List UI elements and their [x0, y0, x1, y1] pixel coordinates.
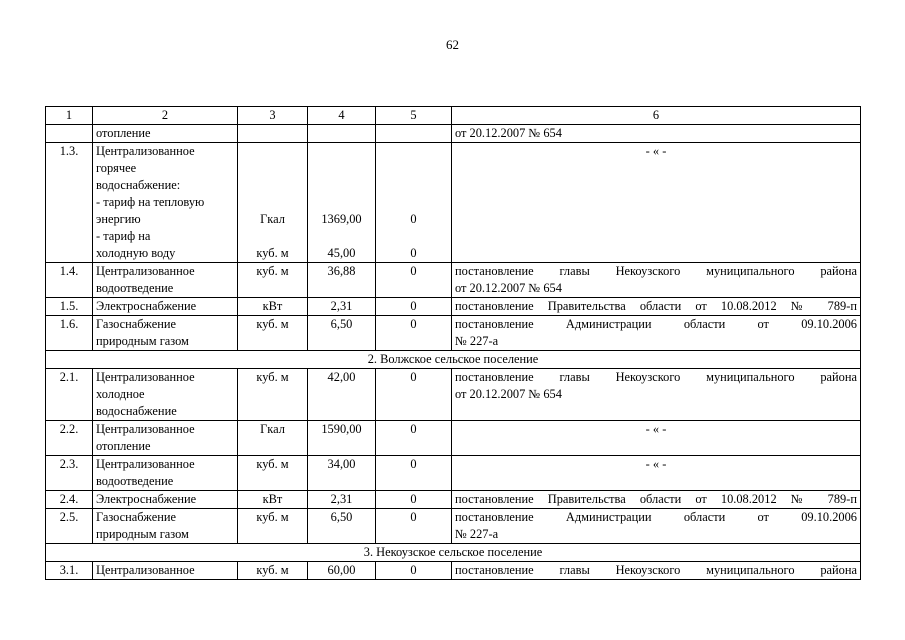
tariff-value-line: [311, 160, 372, 177]
tariff-value-line: 45,00: [327, 246, 356, 260]
tariff-value: [308, 491, 376, 509]
table-row: [46, 143, 861, 263]
legal-basis-line: № 227-а: [455, 527, 499, 541]
legal-basis: [452, 143, 861, 263]
header-cell-2: 2: [93, 107, 238, 125]
tariff-value: [308, 143, 376, 263]
rate-value: [376, 125, 452, 143]
table-row: [46, 125, 861, 143]
tariff-value-line: [311, 228, 372, 245]
service-name-line: водоснабжение: [96, 404, 177, 418]
row-number: 2.1.: [46, 369, 93, 421]
rate-value-line: [379, 143, 448, 160]
table-body: [46, 107, 861, 580]
unit-cell: [238, 316, 308, 351]
legal-basis: [452, 421, 861, 456]
rate-value-line: 0: [410, 457, 417, 471]
table-row: [46, 456, 861, 491]
unit-cell-line: кВт: [262, 492, 283, 506]
service-name-line: - тариф на: [96, 229, 151, 243]
legal-basis: [452, 562, 861, 580]
header-cell-3: 3: [238, 107, 308, 125]
service-name: [93, 421, 238, 456]
tariff-value: [308, 316, 376, 351]
unit-cell: [238, 298, 308, 316]
row-number: 2.4.: [46, 491, 93, 509]
legal-basis-line: постановление главы Некоузского муниципального района: [455, 370, 857, 384]
tariff-value: [308, 456, 376, 491]
rate-value-line: 0: [410, 563, 417, 577]
unit-cell-line: [241, 194, 304, 211]
header-cell-4: 4: [308, 107, 376, 125]
table-row: [46, 298, 861, 316]
rate-value-line: [379, 228, 448, 245]
unit-cell-line: [241, 160, 304, 177]
tariff-value-line: 6,50: [330, 317, 353, 331]
unit-cell-line: [241, 143, 304, 160]
tariff-value: [308, 369, 376, 421]
tariff-value: [308, 125, 376, 143]
rate-value-line: 0: [410, 264, 417, 278]
rate-value: [376, 316, 452, 351]
row-number: 2.5.: [46, 509, 93, 544]
legal-basis: [452, 491, 861, 509]
rate-value-line: [379, 160, 448, 177]
table-row: [46, 421, 861, 456]
service-name: [93, 509, 238, 544]
unit-cell: [238, 421, 308, 456]
tariff-value-line: 1369,00: [321, 212, 362, 226]
service-name-line: водоотведение: [96, 281, 174, 295]
service-name: [93, 298, 238, 316]
rate-value: [376, 491, 452, 509]
rate-value-line: 0: [410, 370, 417, 384]
table-row: [46, 562, 861, 580]
legal-basis-line: от 20.12.2007 № 654: [455, 126, 562, 140]
unit-cell-line: куб. м: [256, 264, 289, 278]
table-row: [46, 509, 861, 544]
legal-basis-line: - « -: [645, 457, 667, 471]
service-name-line: Централизованное: [96, 422, 195, 436]
legal-basis: [452, 509, 861, 544]
table-row: [46, 316, 861, 351]
section-title: 2. Волжское сельское поселение: [46, 351, 861, 369]
service-name-line: водоотведение: [96, 474, 174, 488]
rate-value: [376, 562, 452, 580]
service-name-line: Централизованное: [96, 457, 195, 471]
section-header-row: [46, 544, 861, 562]
legal-basis: [452, 369, 861, 421]
tariff-value: [308, 562, 376, 580]
unit-cell: [238, 491, 308, 509]
header-cell-6: 6: [452, 107, 861, 125]
rate-value-line: [379, 194, 448, 211]
tariff-value: [308, 263, 376, 298]
service-name: [93, 263, 238, 298]
legal-basis: [452, 456, 861, 491]
header-cell-5: 5: [376, 107, 452, 125]
service-name: [93, 562, 238, 580]
row-number: 3.1.: [46, 562, 93, 580]
unit-cell-line: куб. м: [256, 370, 289, 384]
rate-value-line: 0: [410, 317, 417, 331]
rate-value: [376, 456, 452, 491]
tariff-value-line: 42,00: [327, 370, 356, 384]
table-row: [46, 369, 861, 421]
rate-value-line: 0: [410, 510, 417, 524]
service-name-line: отопление: [96, 126, 151, 140]
legal-basis-line: - « -: [645, 144, 667, 158]
legal-basis-line: постановление главы Некоузского муниципального района: [455, 264, 857, 278]
unit-cell-line: куб. м: [256, 510, 289, 524]
rate-value-line: [379, 177, 448, 194]
rate-value-line: 0: [410, 492, 417, 506]
legal-basis-line: - « -: [645, 422, 667, 436]
service-name-line: природным газом: [96, 334, 189, 348]
tariff-value-line: 2,31: [330, 299, 353, 313]
service-name-line: Электроснабжение: [96, 492, 197, 506]
unit-cell-line: куб. м: [256, 563, 289, 577]
service-name-line: горячее: [96, 161, 137, 175]
tariff-value: [308, 509, 376, 544]
unit-cell-line: Гкал: [260, 422, 285, 436]
unit-cell: [238, 562, 308, 580]
service-name-line: - тариф на тепловую: [96, 195, 205, 209]
row-number: [46, 125, 93, 143]
service-name-line: Централизованное: [96, 264, 195, 278]
tariff-value: [308, 298, 376, 316]
rate-value: [376, 421, 452, 456]
rate-value-line: 0: [410, 246, 417, 260]
service-name: [93, 125, 238, 143]
service-name-line: природным газом: [96, 527, 189, 541]
rate-value: [376, 509, 452, 544]
legal-basis-line: постановление Правительства области от 10.08.2012 № 789-п: [455, 492, 857, 506]
unit-cell-line: куб. м: [256, 317, 289, 331]
table-row: [46, 491, 861, 509]
service-name-line: холодное: [96, 387, 145, 401]
service-name-line: холодную воду: [96, 246, 176, 260]
unit-cell-line: [241, 228, 304, 245]
tariff-value-line: [311, 194, 372, 211]
service-name-line: отопление: [96, 439, 151, 453]
service-name: [93, 456, 238, 491]
service-name-line: Газоснабжение: [96, 510, 176, 524]
table-header-row: [46, 107, 861, 125]
service-name-line: энергию: [96, 212, 141, 226]
tariff-value: [308, 421, 376, 456]
unit-cell-line: [241, 177, 304, 194]
tariff-value-line: 34,00: [327, 457, 356, 471]
tariff-value-line: [311, 177, 372, 194]
service-name: [93, 491, 238, 509]
row-number: 1.5.: [46, 298, 93, 316]
legal-basis: [452, 125, 861, 143]
rate-value: [376, 143, 452, 263]
unit-cell-line: куб. м: [256, 457, 289, 471]
legal-basis-line: постановление Администрации области от 09.10.2006: [455, 510, 857, 524]
row-number: 1.3.: [46, 143, 93, 263]
rate-value: [376, 369, 452, 421]
row-number: 1.6.: [46, 316, 93, 351]
rate-value-line: 0: [410, 299, 417, 313]
page-number: 62: [446, 37, 459, 52]
section-header-row: [46, 351, 861, 369]
service-name-line: водоснабжение:: [96, 178, 181, 192]
rate-value: [376, 263, 452, 298]
unit-cell: [238, 125, 308, 143]
table-row: [46, 263, 861, 298]
service-name: [93, 143, 238, 263]
legal-basis-line: постановление Администрации области от 09.10.2006: [455, 317, 857, 331]
rate-value-line: 0: [410, 422, 417, 436]
legal-basis: [452, 316, 861, 351]
rate-value: [376, 298, 452, 316]
legal-basis-line: постановление главы Некоузского муниципального района: [455, 563, 857, 577]
rate-value-line: 0: [410, 212, 417, 226]
unit-cell-line: [241, 125, 304, 142]
row-number: 2.3.: [46, 456, 93, 491]
tariff-table: [45, 106, 861, 580]
unit-cell: [238, 456, 308, 491]
service-name-line: Газоснабжение: [96, 317, 176, 331]
tariff-value-line: 60,00: [327, 563, 356, 577]
unit-cell: [238, 263, 308, 298]
row-number: 2.2.: [46, 421, 93, 456]
legal-basis: [452, 298, 861, 316]
tariff-value-line: [311, 125, 372, 142]
tariff-value-line: 6,50: [330, 510, 353, 524]
service-name-line: Централизованное: [96, 144, 195, 158]
service-name: [93, 369, 238, 421]
rate-value-line: [379, 125, 448, 142]
legal-basis-line: постановление Правительства области от 10.08.2012 № 789-п: [455, 299, 857, 313]
legal-basis: [452, 263, 861, 298]
unit-cell: [238, 143, 308, 263]
legal-basis-line: от 20.12.2007 № 654: [455, 281, 562, 295]
unit-cell-line: Гкал: [260, 212, 285, 226]
tariff-value-line: 1590,00: [321, 422, 362, 436]
tariff-value-line: 2,31: [330, 492, 353, 506]
service-name-line: Электроснабжение: [96, 299, 197, 313]
tariff-value-line: 36,88: [327, 264, 356, 278]
unit-cell-line: кВт: [262, 299, 283, 313]
header-cell-1: 1: [46, 107, 93, 125]
service-name-line: Централизованное: [96, 370, 195, 384]
legal-basis-line: от 20.12.2007 № 654: [455, 387, 562, 401]
service-name: [93, 316, 238, 351]
unit-cell-line: куб. м: [256, 246, 289, 260]
unit-cell: [238, 369, 308, 421]
legal-basis-line: № 227-а: [455, 334, 499, 348]
service-name-line: Централизованное: [96, 563, 195, 577]
tariff-value-line: [311, 143, 372, 160]
section-title: 3. Некоузское сельское поселение: [46, 544, 861, 562]
row-number: 1.4.: [46, 263, 93, 298]
unit-cell: [238, 509, 308, 544]
